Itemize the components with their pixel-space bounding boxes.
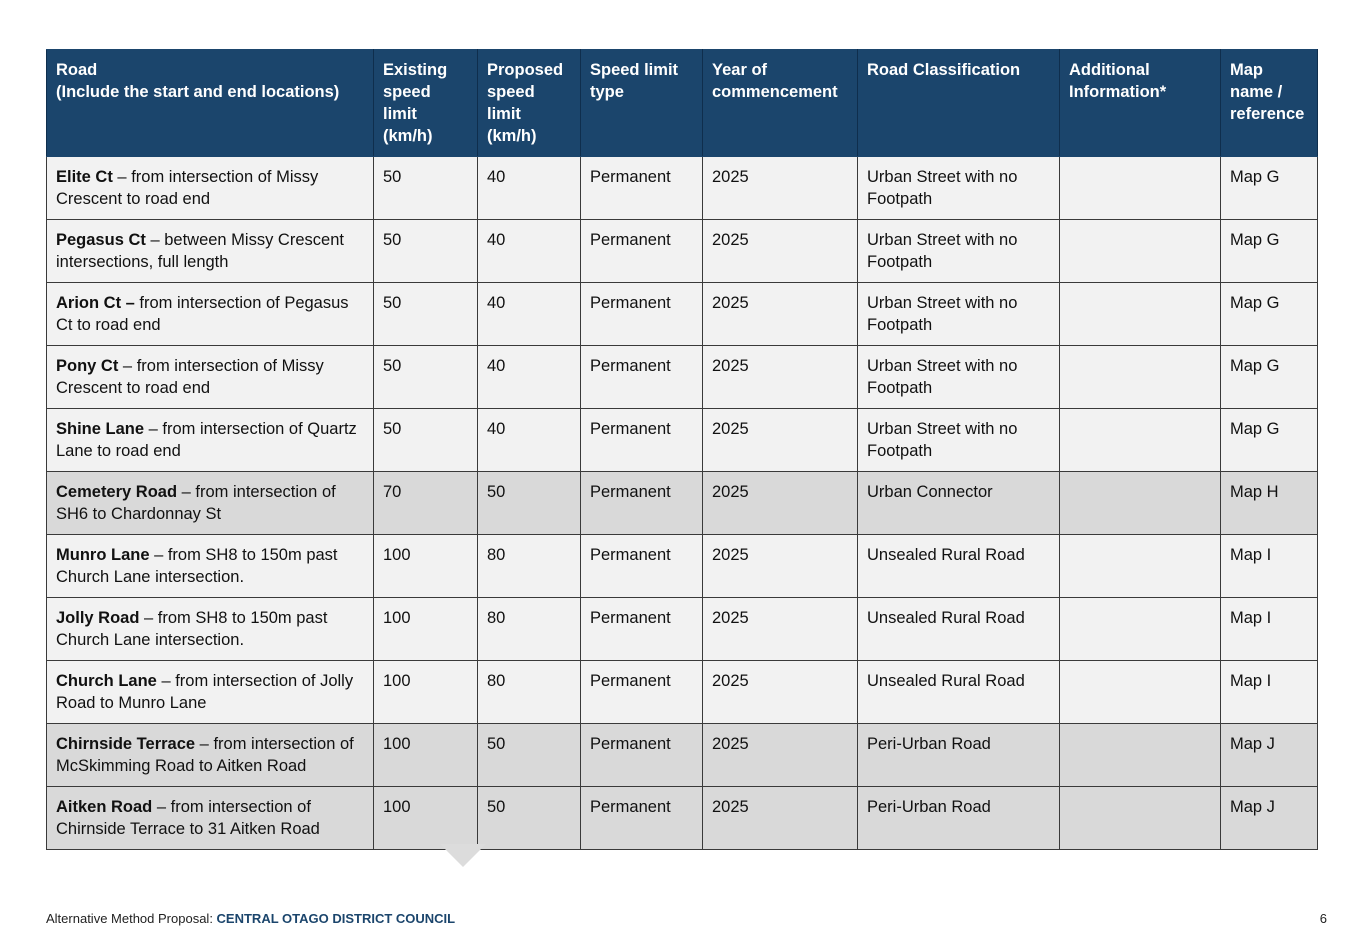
existing-speed-cell: 100 xyxy=(374,724,478,787)
footer-document-title: Alternative Method Proposal: xyxy=(46,911,217,926)
speed-type-cell: Permanent xyxy=(581,787,703,850)
speed-type-cell: Permanent xyxy=(581,661,703,724)
additional-info-cell xyxy=(1060,409,1221,472)
road-name: Chirnside Terrace xyxy=(56,735,196,753)
road-cell xyxy=(47,409,374,472)
map-cell: Map I xyxy=(1221,535,1318,598)
existing-speed-cell: 50 xyxy=(374,346,478,409)
header-road-title: Road xyxy=(56,61,98,79)
classification-cell: Urban Street with no Footpath xyxy=(858,409,1060,472)
road-name: Pegasus Ct xyxy=(56,231,146,249)
classification-cell: Peri-Urban Road xyxy=(858,787,1060,850)
header-existing-speed: Existing speed limit (km/h) xyxy=(374,50,478,157)
additional-info-cell xyxy=(1060,220,1221,283)
existing-speed-cell: 50 xyxy=(374,409,478,472)
footer-organisation-name: CENTRAL OTAGO DISTRICT COUNCIL xyxy=(216,911,456,926)
road-name: Aitken Road xyxy=(56,798,153,816)
proposed-speed-cell: 80 xyxy=(478,598,581,661)
speed-limit-table-container xyxy=(46,49,1317,850)
header-additional-info: Additional Information* xyxy=(1060,50,1221,157)
existing-speed-cell: 50 xyxy=(374,283,478,346)
speed-type-cell: Permanent xyxy=(581,535,703,598)
map-cell: Map J xyxy=(1221,787,1318,850)
proposed-speed-cell: 80 xyxy=(478,661,581,724)
existing-speed-cell: 100 xyxy=(374,598,478,661)
year-cell: 2025 xyxy=(703,535,858,598)
proposed-speed-cell: 40 xyxy=(478,157,581,220)
existing-speed-cell: 50 xyxy=(374,157,478,220)
speed-type-cell: Permanent xyxy=(581,220,703,283)
map-cell: Map G xyxy=(1221,283,1318,346)
classification-cell: Urban Street with no Footpath xyxy=(858,346,1060,409)
proposed-speed-cell: 80 xyxy=(478,535,581,598)
proposed-speed-cell: 50 xyxy=(478,787,581,850)
road-cell xyxy=(47,724,374,787)
road-description: – from intersection of Missy Crescent to road end xyxy=(56,357,324,397)
classification-cell: Unsealed Rural Road xyxy=(858,535,1060,598)
table-row xyxy=(47,220,1318,283)
header-road xyxy=(47,50,374,157)
year-cell: 2025 xyxy=(703,598,858,661)
speed-type-cell: Permanent xyxy=(581,472,703,535)
road-name: Church Lane xyxy=(56,672,157,690)
header-speed-limit-type: Speed limit type xyxy=(581,50,703,157)
year-cell: 2025 xyxy=(703,409,858,472)
year-cell: 2025 xyxy=(703,787,858,850)
map-cell: Map G xyxy=(1221,409,1318,472)
proposed-speed-cell: 50 xyxy=(478,472,581,535)
road-cell xyxy=(47,283,374,346)
road-cell xyxy=(47,535,374,598)
road-cell xyxy=(47,472,374,535)
year-cell: 2025 xyxy=(703,661,858,724)
road-name: Pony Ct xyxy=(56,357,119,375)
proposed-speed-cell: 40 xyxy=(478,220,581,283)
speed-type-cell: Permanent xyxy=(581,409,703,472)
map-cell: Map I xyxy=(1221,661,1318,724)
classification-cell: Urban Connector xyxy=(858,472,1060,535)
existing-speed-cell: 100 xyxy=(374,535,478,598)
road-description: – from intersection of SH6 to Chardonnay St xyxy=(56,483,336,523)
road-description: – from intersection of McSkimming Road to Aitken Road xyxy=(56,735,354,775)
existing-speed-cell: 100 xyxy=(374,787,478,850)
road-description: – from intersection of Missy Crescent to road end xyxy=(56,168,319,208)
map-cell: Map G xyxy=(1221,346,1318,409)
additional-info-cell xyxy=(1060,157,1221,220)
existing-speed-cell: 50 xyxy=(374,220,478,283)
map-cell: Map G xyxy=(1221,220,1318,283)
road-name: Elite Ct xyxy=(56,168,113,186)
classification-cell: Unsealed Rural Road xyxy=(858,661,1060,724)
road-cell xyxy=(47,787,374,850)
road-description: – from intersection of Jolly Road to Munro Lane xyxy=(56,672,354,712)
header-year: Year of commencement xyxy=(703,50,858,157)
proposed-speed-cell: 50 xyxy=(478,724,581,787)
additional-info-cell xyxy=(1060,661,1221,724)
page-number: 6 xyxy=(1319,911,1327,926)
speed-type-cell: Permanent xyxy=(581,157,703,220)
additional-info-cell xyxy=(1060,787,1221,850)
additional-info-cell xyxy=(1060,598,1221,661)
road-name: Shine Lane xyxy=(56,420,145,438)
speed-type-cell: Permanent xyxy=(581,346,703,409)
road-description: – from SH8 to 150m past Church Lane intersection. xyxy=(56,546,338,586)
map-cell: Map G xyxy=(1221,157,1318,220)
road-cell xyxy=(47,346,374,409)
proposed-speed-cell: 40 xyxy=(478,409,581,472)
table-row xyxy=(47,787,1318,850)
additional-info-cell xyxy=(1060,283,1221,346)
road-description: from intersection of Pegasus Ct to road end xyxy=(56,294,349,334)
road-name: Cemetery Road xyxy=(56,483,178,501)
speed-type-cell: Permanent xyxy=(581,598,703,661)
classification-cell: Unsealed Rural Road xyxy=(858,598,1060,661)
speed-type-cell: Permanent xyxy=(581,283,703,346)
additional-info-cell xyxy=(1060,724,1221,787)
road-description: – from intersection of Quartz Lane to road end xyxy=(56,420,357,460)
road-cell xyxy=(47,598,374,661)
table-row xyxy=(47,472,1318,535)
speed-type-cell: Permanent xyxy=(581,724,703,787)
road-name: Arion Ct – xyxy=(56,294,135,312)
header-road-subtitle: (Include the start and end locations) xyxy=(56,83,340,101)
table-header-row xyxy=(47,50,1318,157)
year-cell: 2025 xyxy=(703,724,858,787)
speed-limit-table xyxy=(46,49,1318,850)
header-proposed-speed: Proposed speed limit (km/h) xyxy=(478,50,581,157)
table-row xyxy=(47,724,1318,787)
road-cell xyxy=(47,220,374,283)
road-description: – from intersection of Chirnside Terrace to 31 Aitken Road xyxy=(56,798,320,838)
table-row xyxy=(47,346,1318,409)
additional-info-cell xyxy=(1060,472,1221,535)
road-name: Munro Lane xyxy=(56,546,150,564)
classification-cell: Urban Street with no Footpath xyxy=(858,220,1060,283)
existing-speed-cell: 100 xyxy=(374,661,478,724)
year-cell: 2025 xyxy=(703,220,858,283)
table-row xyxy=(47,535,1318,598)
decorative-pointer-arrow xyxy=(440,844,486,867)
additional-info-cell xyxy=(1060,535,1221,598)
road-description: – between Missy Crescent intersections, full length xyxy=(56,231,344,271)
map-cell: Map J xyxy=(1221,724,1318,787)
classification-cell: Urban Street with no Footpath xyxy=(858,283,1060,346)
table-row xyxy=(47,157,1318,220)
table-row xyxy=(47,283,1318,346)
year-cell: 2025 xyxy=(703,157,858,220)
road-cell xyxy=(47,661,374,724)
road-description: – from SH8 to 150m past Church Lane intersection. xyxy=(56,609,328,649)
classification-cell: Urban Street with no Footpath xyxy=(858,157,1060,220)
table-body xyxy=(47,157,1318,850)
header-map-reference: Map name / reference xyxy=(1221,50,1318,157)
proposed-speed-cell: 40 xyxy=(478,346,581,409)
classification-cell: Peri-Urban Road xyxy=(858,724,1060,787)
table-row xyxy=(47,661,1318,724)
road-name: Jolly Road xyxy=(56,609,140,627)
table-row xyxy=(47,409,1318,472)
additional-info-cell xyxy=(1060,346,1221,409)
road-cell xyxy=(47,157,374,220)
existing-speed-cell: 70 xyxy=(374,472,478,535)
year-cell: 2025 xyxy=(703,346,858,409)
map-cell: Map I xyxy=(1221,598,1318,661)
table-row xyxy=(47,598,1318,661)
header-road-classification: Road Classification xyxy=(858,50,1060,157)
year-cell: 2025 xyxy=(703,472,858,535)
map-cell: Map H xyxy=(1221,472,1318,535)
year-cell: 2025 xyxy=(703,283,858,346)
proposed-speed-cell: 40 xyxy=(478,283,581,346)
page-footer xyxy=(46,911,455,926)
